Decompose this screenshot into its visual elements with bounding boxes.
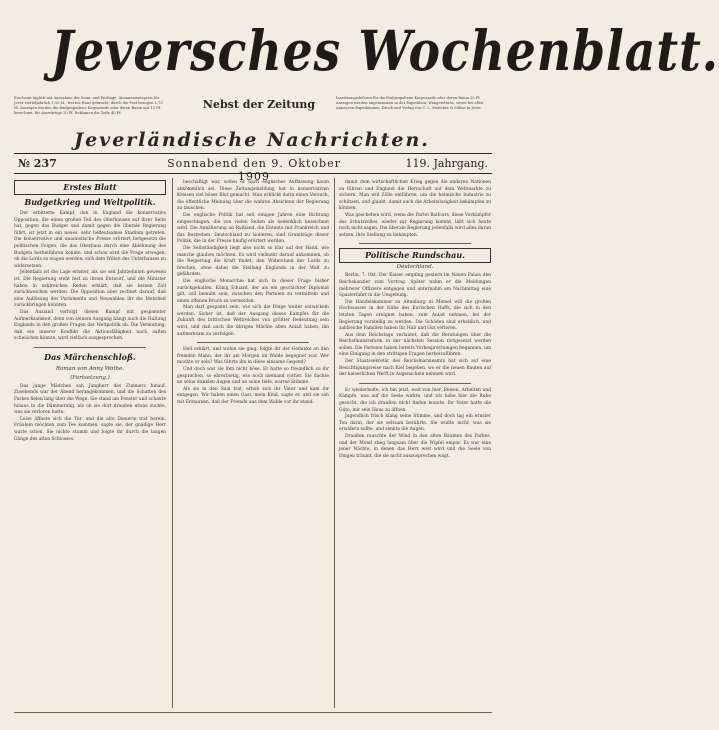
serial-author: Roman von Anny Wothe.: [55, 365, 125, 372]
issue-bottom-rule: [14, 173, 492, 174]
header-mid-text: Nebst der Zeitung: [202, 98, 316, 111]
first-sheet-title: Erstes Blatt: [63, 182, 117, 192]
divider: [197, 342, 309, 343]
subtitle: Jeverländische Nachrichten.: [74, 129, 430, 151]
article-paragraph: Der erbitterte Kampf, den in England die konservative Opposition, die einen großen Teil des Oberhauses auf ihrer Seite hat, gegen das Budget und damit gegen die liberale Regierung führt, ist jetzt in ein neues, sehr bedeutsames Stadium getreten. Die konservative und unionistische Presse erörtert fortgesetzt die politischen Folgen, die das Oberhaus durch eine Ablehnung des Budgets herbeiführen könnte, und schon wird die Frage erwogen, ob die Lords es wagen werden, sich dem Willen des Unterhauses zu widersetzen.: [14, 211, 166, 269]
politics-title: Politische Rundschau.: [365, 250, 465, 261]
masthead-title: Jeversches Wochenblatt.: [50, 18, 719, 83]
column-separator: [334, 178, 335, 708]
article-paragraph: Die Selbständigkeit liegt also nicht so klar auf der Hand, wie manche glauben möchten. Es wird vielmehr darauf ankommen, ob die Regierung die Kraft findet, den Widerstand der Lords zu brechen, ohne dabei die Stellung Englands in der Welt zu gefährden.: [177, 245, 329, 278]
divider: [34, 347, 146, 348]
serial-paragraph: Das junge Mädchen sah Jungherr des Zimmers hinauf. Zusehends war der Abend herangekommen, und die Schatten des Parkes fielen lang über die Wege. Sie stand am Fenster und schaute hinaus in die Dämmerung, als ob sie dort draußen etwas suchte, was sie verloren hatte.: [14, 383, 166, 416]
news-item: Aus dem Reichstage verlautet, daß die Beratungen über die Reichsfinanzreform in der nächsten Session fortgesetzt werden sollen. Die Parteien haben bereits Vorbesprechungen begonnen, um eine Einigung in den strittigen Fragen herbeizuführen.: [339, 332, 491, 358]
serial-paragraph: Als sie in den Saal trat, erhob sich ihr Vater und kam ihr entgegen. Wir haben einen Gast, mein Kind, sagte er, und sie sah mit Erstaunen, daß der Fremde aus dem Walde vor ihr stand.: [177, 386, 329, 405]
header-info-row: [14, 96, 492, 130]
article-paragraph: Das Ausland verfolgt diesen Kampf mit gespannter Aufmerksamkeit, denn von seinem Ausgang hängt auch die Haltung Englands in den großen Fragen der Weltpolitik ab. Die Vermutung, daß ein innerer Konflikt die Aktionsfähigkeit nach außen schwächen könnte, wird vielfach ausgesprochen.: [14, 309, 166, 342]
column-middle: [177, 180, 329, 407]
column-right: [339, 180, 491, 460]
column-separator: [172, 178, 173, 708]
article-paragraph: beschäftigt war, wobei er nach englischer Auffassung kaum abkömmlich sei. Diese Zeitungsmeldung hat in konservativen Kreisen viel böses Blut gemacht. Man erblickt darin einen Versuch, die öffentliche Meinung über die wahren Absichten der Regierung zu täuschen.: [177, 180, 329, 212]
divider: [359, 243, 471, 244]
article-paragraph: Jedenfalls ist die Lage ernster, als sie seit Jahrzehnten gewesen ist. Die Regierung steht fest zu ihrem Entwurf, und die Minister haben in zahlreichen Reden erklärt, daß sie keinen Zoll zurückweichen werden. Die Opposition aber rechnet darauf, daß eine Auflösung des Parlaments und Neuwahlen ihr die Mehrheit zurückbringen könnten.: [14, 270, 166, 309]
first-sheet-box: [14, 180, 166, 195]
serial-paragraph: Draußen rauschte der Wind in den alten Bäumen des Parkes, und der Mond stieg langsam über die Wipfel empor. Es war eine jener Nächte, in denen das Herz weit wird und die Seele von Dingen träumt, die sie nicht auszusprechen wagt.: [339, 434, 491, 459]
footer-rule: [14, 712, 492, 713]
column-left: [14, 180, 166, 443]
article-paragraph: Was geschehen wird, wenn die Partei Balfours, diese Vorkämpfer des Schutzzolles, wieder zur Regierung kommt, läßt sich heute noch nicht sagen. Die liberale Regierung jedenfalls wird alles daran setzen, ihre Stellung zu behaupten.: [339, 212, 491, 238]
serial-paragraph: Jugendlich frisch klang seine Stimme, und doch lag ein ernster Ton darin, der sie seltsam berührte. Sie wußte nicht, was sie erwidern sollte, und senkte die Augen.: [339, 414, 491, 433]
header-left-notice: Erscheint täglich mit Ausnahme der Sonn- und Festtage. Abonnementspreis für Jever vierteljährlich 1,50 M., frei ins Haus gebracht; durch die Post bezogen 1,75 M. Anzeigen werden die fünfgespaltene Korpuszeile oder deren Raum mit 15 Pf. berechnet, für Auswärtige 20 Pf. Reklamen die Zeile 40 Pf.: [14, 96, 163, 115]
serial-paragraph: Leise öffnete sich die Tür, und die alte Dienerin trat herein. Fräulein möchten zum Tee kommen, sagte sie, der gnädige Herr warte schon. Sie nickte stumm und folgte ihr durch die langen Gänge des alten Schlosses.: [14, 416, 166, 442]
article-title-budget: Budgetkrieg und Weltpolitik.: [24, 197, 156, 207]
issue-number: № 237: [18, 157, 57, 170]
serial-paragraph: Und doch war sie ihm nicht böse. Er hatte so freundlich zu ihr gesprochen, so ehrerbietig, wie noch niemand vorher. Sie dachte an seine dunklen Augen und an seine tiefe, warme Stimme.: [177, 367, 329, 386]
top-rule: [14, 153, 492, 154]
issue-year: 119. Jahrgang.: [405, 157, 488, 170]
serial-title: Das Märchenschloß.: [44, 351, 136, 362]
news-item: Der Staatssekretär des Reichsmarineamts hat sich auf eine Besichtigungsreise nach Kiel begeben, wo er die neuen Bauten auf der kaiserlichen Werft in Augenschein nehmen wird.: [339, 359, 491, 378]
article-paragraph: Man darf gespannt sein, wie sich die Dinge weiter entwickeln werden. Sicher ist, daß der Ausgang dieses Kampfes für die Zukunft des britischen Weltreiches von größter Bedeutung sein wird, und daß auch die übrigen Mächte allen Anlaß haben, ihn aufmerksam zu verfolgen.: [177, 305, 329, 337]
issue-date: Sonnabend den 9. Oktober 1909: [167, 157, 341, 183]
news-item: Berlin, 7. Okt. Der Kaiser empfing gestern im Neuen Palais den Reichskanzler zum Vortrag. Später nahm er die Meldungen mehrerer Offiziere entgegen und unternahm am Nachmittag eine Spazierfahrt in die Umgebung.: [339, 273, 491, 299]
serial-paragraph: Er wiederholte, ich bin jetzt, weit von hier, Reisen, Arbeiten und Kämpfe, was auf die Seele wirkte, und ich habe hier die Ruhe gesucht, die ich draußen nicht finden konnte. Ihr Vater hatte die Güte, mir sein Haus zu öffnen.: [339, 387, 491, 413]
divider: [359, 383, 471, 384]
politics-box: [339, 248, 491, 263]
article-paragraph: Die englische Monarchie hat sich in dieser Frage bisher zurückgehalten. König Eduard, der als ein geschickter Diplomat gilt, soll bemüht sein, zwischen den Parteien zu vermitteln und einen offenen Bruch zu vermeiden.: [177, 278, 329, 304]
news-item: Die Handelskammer zu Altenburg in Memel will die großen Hochwasser in der Nähe des Kurischen Haffs, die sich in den letzten Tagen ereignet haben, zum Anlaß nehmen, bei der Regierung vorstellig zu werden. Die Schäden sind erheblich, und zahlreiche Familien haben ihr Hab und Gut verloren.: [339, 299, 491, 332]
article-paragraph: damit dem wirtschaftlichen Krieg gegen die anderen Nationen zu führen und England die Herrschaft auf dem Weltmarkte zu sichern. Man will Zölle einführen, um die heimische Industrie zu schützen, und glaubt, damit auch die Arbeitslosigkeit bekämpfen zu können.: [339, 180, 491, 212]
serial-note: (Fortsetzung.): [70, 374, 110, 381]
issue-line: [14, 157, 492, 183]
politics-subtitle: Deutschland.: [396, 264, 434, 271]
serial-paragraph: Hell erklärt, und wohin sie ging, folgte ihr der Gedanke an den fremden Mann, der ihr am Morgen im Walde begegnet war. Wer mochte er sein? Was führte ihn in diese einsame Gegend?: [177, 347, 329, 366]
article-paragraph: Die englische Politik hat seit einigen Jahren eine Richtung eingeschlagen, die von vielen Seiten als bedenklich bezeichnet wird. Die Annäherung an Rußland, die Entente mit Frankreich und das Bestreben, Deutschland zu isolieren, sind Grundzüge dieser Politik, die in der Presse häufig erörtert werden.: [177, 212, 329, 245]
header-right-notice: Insertionsgebühren für die fünfgespaltene Korpuszeile oder deren Raum 15 Pf. Anzeigen werden angenommen in der Expedition, Wangerstraße, sowie bei allen Annoncen-Expeditionen. Druck und Verlag von C. L. Mettcker & Söhne in Jever.: [336, 96, 484, 110]
